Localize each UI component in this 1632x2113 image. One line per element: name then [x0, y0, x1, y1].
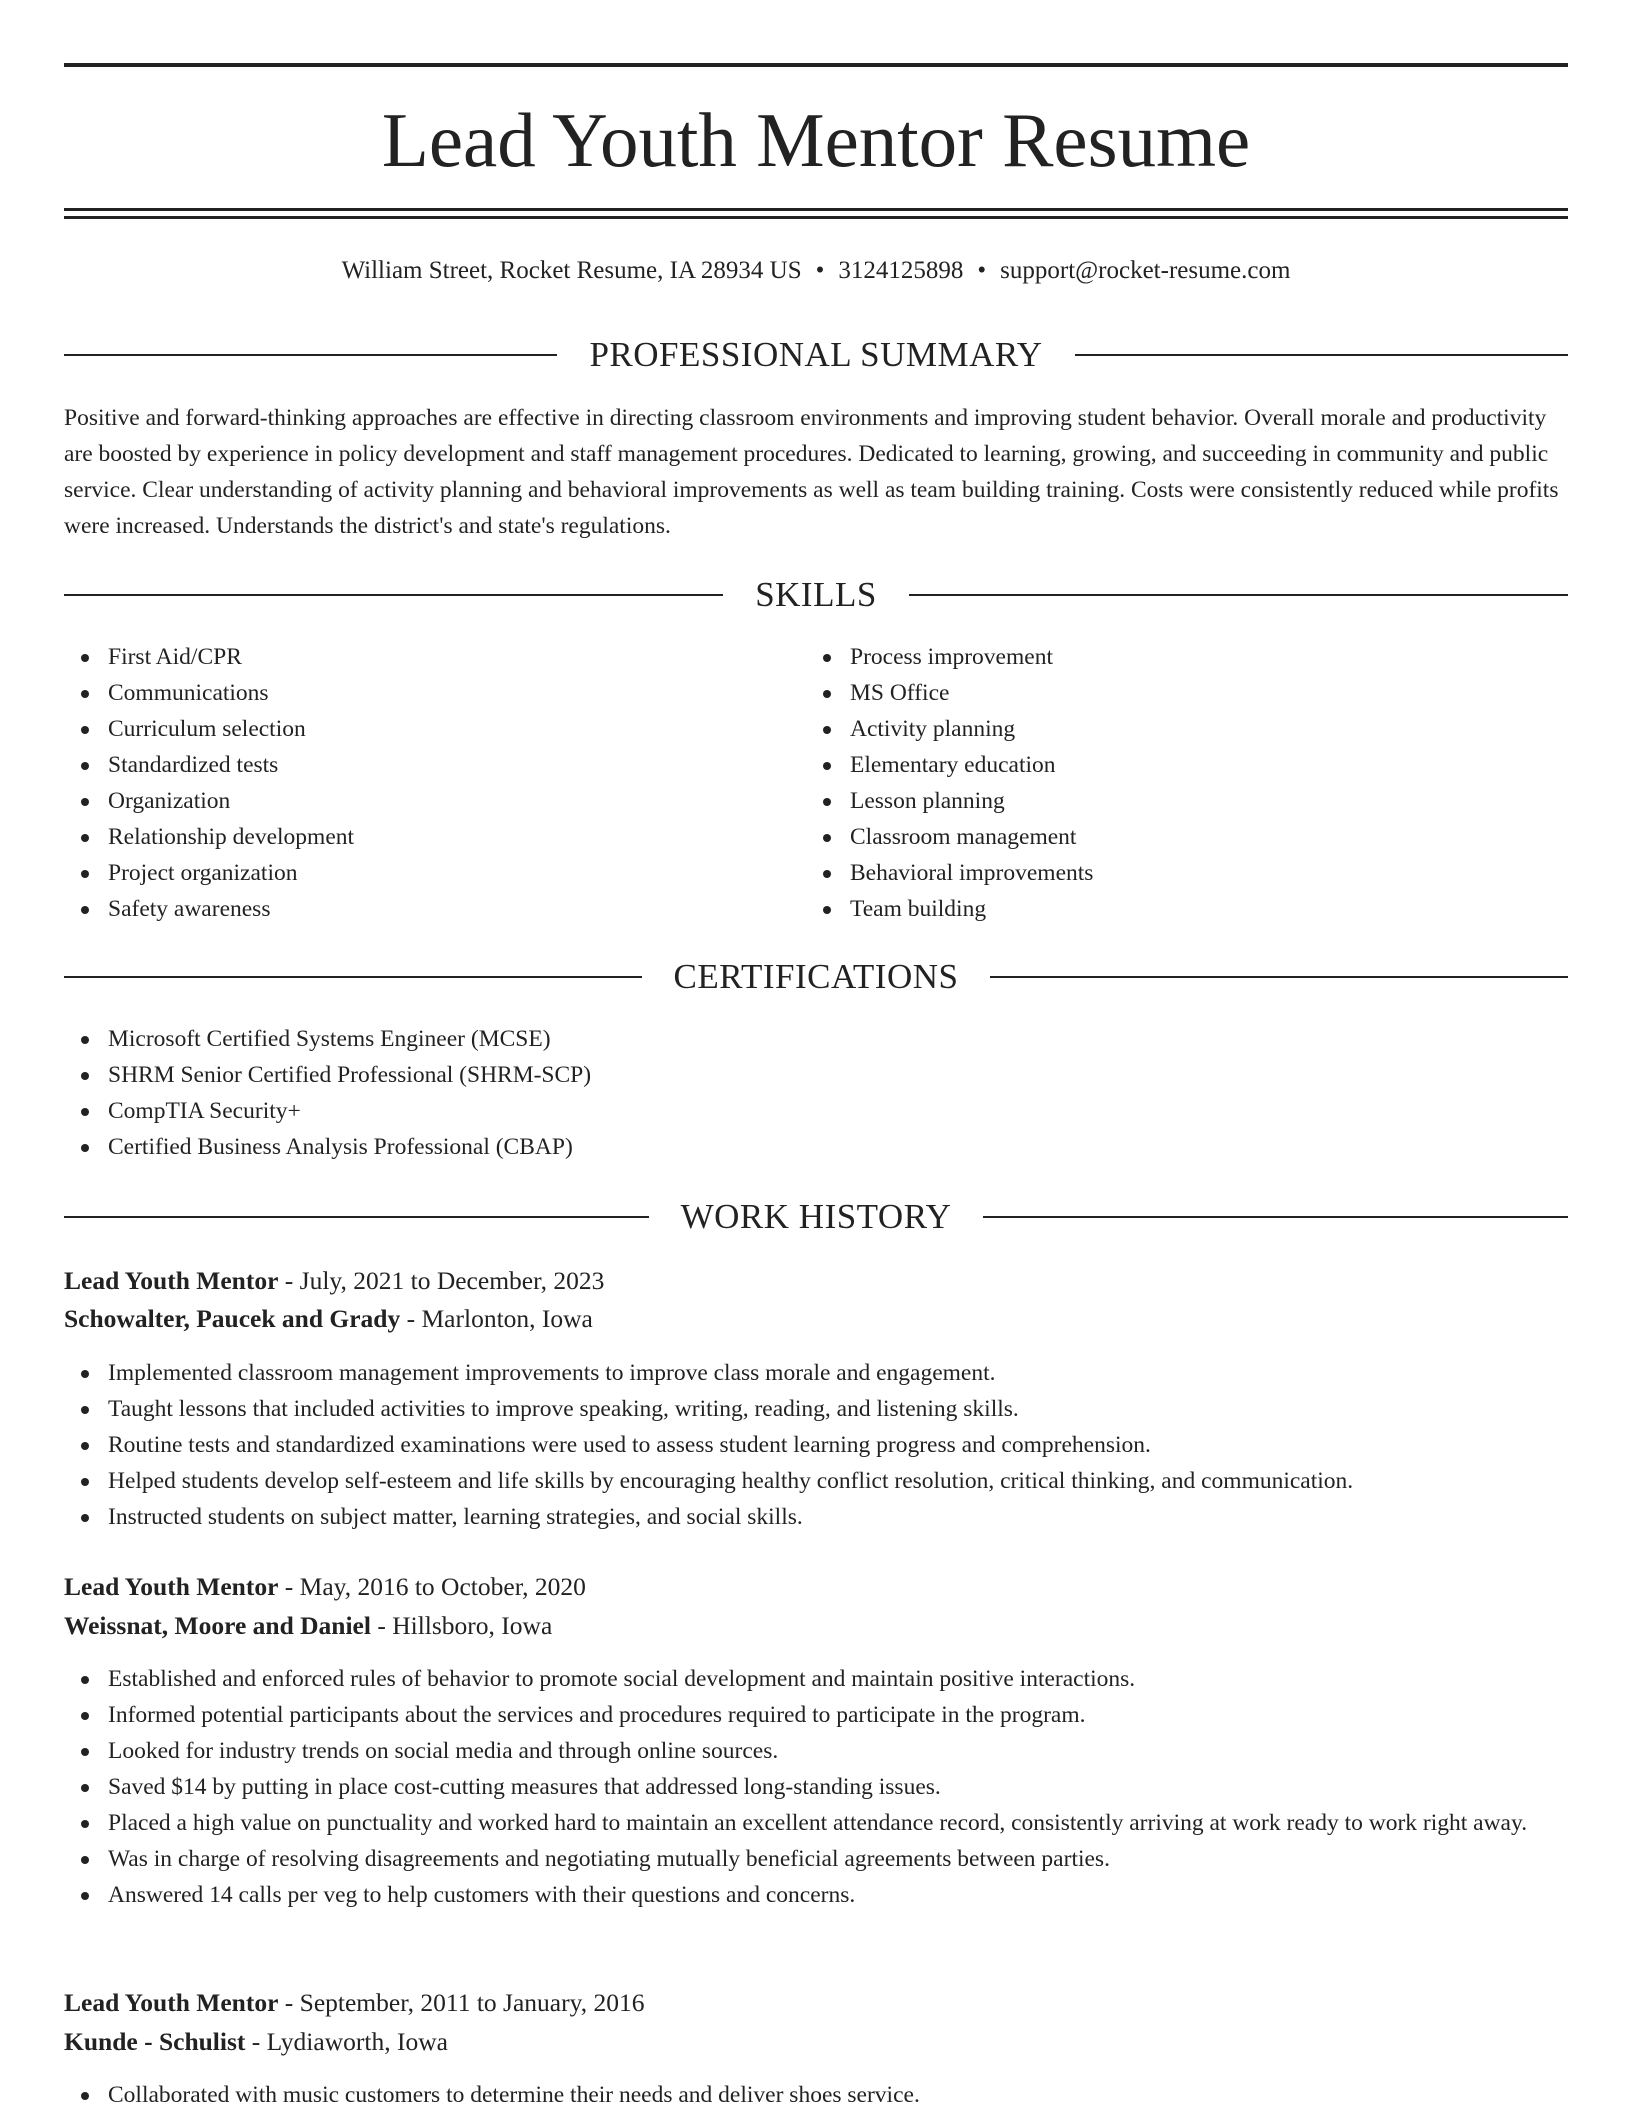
- skill-item: Standardized tests: [64, 747, 764, 783]
- skill-item: Activity planning: [806, 711, 1506, 747]
- job-bullet: Answered 14 calls per veg to help customers with their questions and concerns.: [64, 1877, 1568, 1913]
- job-bullets: [64, 1661, 1568, 1913]
- job-location: Hillsboro, Iowa: [392, 1611, 553, 1640]
- skill-item: Organization: [64, 783, 764, 819]
- job-bullet: Established and enforced rules of behavior to promote social development and maintain positive interactions.: [64, 1661, 1568, 1697]
- job-company-line: Weissnat, Moore and Daniel - Hillsboro, Iowa: [64, 1611, 553, 1640]
- heading-rule: [909, 594, 1568, 596]
- job-company: Kunde - Schulist: [64, 2027, 246, 2056]
- work-history-heading-label: WORK HISTORY: [680, 1197, 952, 1236]
- resume-title: Lead Youth Mentor Resume: [381, 97, 1251, 183]
- job-bullet: Looked for industry trends on social media and through online sources.: [64, 1733, 1568, 1769]
- skill-item: Curriculum selection: [64, 711, 764, 747]
- skill-item: Behavioral improvements: [806, 855, 1506, 891]
- job-dates: May, 2016 to October, 2020: [299, 1572, 586, 1601]
- summary-text: Positive and forward-thinking approaches are effective in directing classroom environments and improving student behavior. Overall morale and productivity are boosted by experience in policy development and staff management procedures. Dedicated to learning, growing, and succeeding in community and public service. Clear understanding of activity planning and behavioral improvements as well as team building training. Costs were consistently reduced while profits were increased. Understands the district's and state's regulations.: [64, 405, 1559, 539]
- certification-item: CompTIA Security+: [64, 1093, 1568, 1129]
- heading-rule: [64, 1216, 649, 1218]
- job-location: Lydiaworth, Iowa: [266, 2027, 448, 2056]
- heading-rule: [64, 594, 723, 596]
- job-bullet: Routine tests and standardized examinations were used to assess student learning progress and comprehension.: [64, 1427, 1568, 1463]
- header-top-rule: [64, 63, 1568, 67]
- skill-item: Communications: [64, 675, 764, 711]
- skills-list-left: [64, 639, 764, 927]
- skill-item: Elementary education: [806, 747, 1506, 783]
- job-bullet: Informed potential participants about the services and procedures required to participate in the program.: [64, 1697, 1568, 1733]
- job-bullet: Taught lessons that included activities to improve speaking, writing, reading, and listening skills.: [64, 1391, 1568, 1427]
- job-bullet: Helped students develop self-esteem and life skills by encouraging healthy conflict resolution, critical thinking, and communication.: [64, 1463, 1568, 1499]
- job-title-line: Lead Youth Mentor - July, 2021 to December, 2023: [64, 1266, 605, 1295]
- heading-rule: [983, 1216, 1568, 1218]
- summary-heading: [64, 335, 1568, 375]
- job-bullet: Saved $14 by putting in place cost-cutting measures that addressed long-standing issues.: [64, 1769, 1568, 1805]
- job-bullet: Placed a high value on punctuality and worked hard to maintain an excellent attendance record, consistently arriving at work ready to work right away.: [64, 1805, 1568, 1841]
- skill-item: Process improvement: [806, 639, 1506, 675]
- job-company: Weissnat, Moore and Daniel: [64, 1611, 371, 1640]
- heading-rule: [1075, 354, 1568, 356]
- skills-heading: [64, 575, 1568, 615]
- contact-line: [64, 254, 1568, 288]
- skill-item: Team building: [806, 891, 1506, 927]
- header-bottom-rule-2: [64, 216, 1568, 219]
- skill-item: Relationship development: [64, 819, 764, 855]
- job-title: Lead Youth Mentor: [64, 1266, 279, 1295]
- certification-item: Microsoft Certified Systems Engineer (MCSE): [64, 1021, 1568, 1057]
- heading-rule: [990, 976, 1568, 978]
- contact-email: support@rocket-resume.com: [1000, 257, 1291, 284]
- job-dates: September, 2011 to January, 2016: [299, 1988, 645, 2017]
- job-company-line: Kunde - Schulist - Lydiaworth, Iowa: [64, 2027, 448, 2056]
- summary-heading-label: PROFESSIONAL SUMMARY: [589, 335, 1043, 374]
- heading-rule: [64, 976, 642, 978]
- job-bullets: [64, 1355, 1568, 1535]
- job-bullet: Implemented classroom management improvements to improve class morale and engagement.: [64, 1355, 1568, 1391]
- skill-item: Project organization: [64, 855, 764, 891]
- skill-item: Safety awareness: [64, 891, 764, 927]
- header-bottom-rule: [64, 208, 1568, 211]
- job-bullet: Was in charge of resolving disagreements and negotiating mutually beneficial agreements between parties.: [64, 1841, 1568, 1877]
- job-title: Lead Youth Mentor: [64, 1988, 279, 2017]
- job-dates: July, 2021 to December, 2023: [299, 1266, 605, 1295]
- job-location: Marlonton, Iowa: [421, 1304, 593, 1333]
- certification-item: SHRM Senior Certified Professional (SHRM-SCP): [64, 1057, 1568, 1093]
- job-bullets: [64, 2077, 1568, 2113]
- contact-phone: 3124125898: [838, 257, 964, 284]
- job-bullet: Collaborated with music customers to determine their needs and deliver shoes service.: [64, 2077, 1568, 2113]
- contact-separator: •: [977, 257, 987, 284]
- skill-item: Classroom management: [806, 819, 1506, 855]
- skills-list-right: [806, 639, 1506, 927]
- certifications-heading: [64, 957, 1568, 997]
- heading-rule: [64, 354, 557, 356]
- certifications-list: [64, 1021, 1568, 1165]
- job-title: Lead Youth Mentor: [64, 1572, 279, 1601]
- certifications-heading-label: CERTIFICATIONS: [673, 957, 959, 996]
- work-history-heading: [64, 1197, 1568, 1237]
- skills-heading-label: SKILLS: [755, 575, 877, 614]
- job-title-line: Lead Youth Mentor - September, 2011 to January, 2016: [64, 1988, 645, 2017]
- certification-item: Certified Business Analysis Professional (CBAP): [64, 1129, 1568, 1165]
- skill-item: Lesson planning: [806, 783, 1506, 819]
- job-title-line: Lead Youth Mentor - May, 2016 to October, 2020: [64, 1572, 586, 1601]
- job-company: Schowalter, Paucek and Grady: [64, 1304, 401, 1333]
- job-bullet: Instructed students on subject matter, learning strategies, and social skills.: [64, 1499, 1568, 1535]
- contact-address: William Street, Rocket Resume, IA 28934 US: [341, 257, 802, 284]
- skill-item: MS Office: [806, 675, 1506, 711]
- skill-item: First Aid/CPR: [64, 639, 764, 675]
- job-company-line: Schowalter, Paucek and Grady - Marlonton, Iowa: [64, 1304, 593, 1333]
- contact-separator: •: [815, 257, 825, 284]
